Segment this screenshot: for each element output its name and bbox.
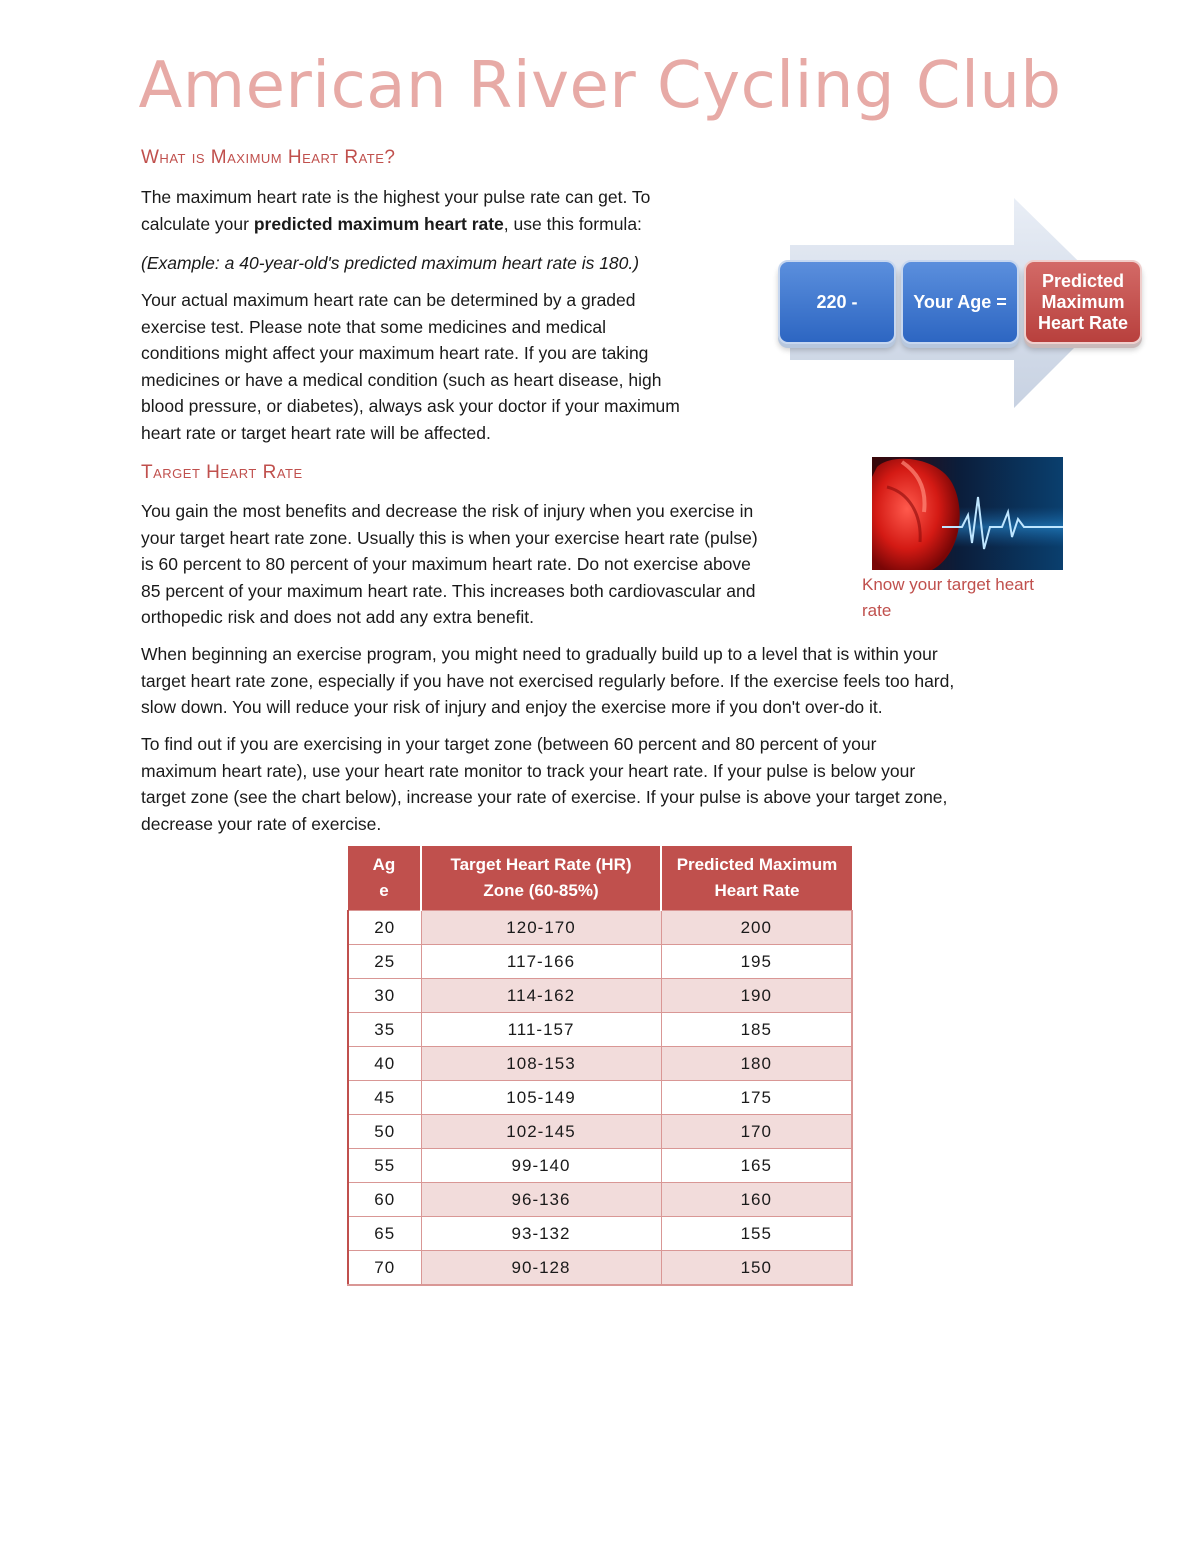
header-age: Ag e	[348, 846, 421, 911]
formula-box-predicted-max: Predicted Maximum Heart Rate	[1024, 260, 1142, 344]
cell-age: 45	[348, 1081, 421, 1115]
intro-line-1: The maximum heart rate is the highest your pulse rate can get. To	[141, 187, 651, 207]
table-row	[348, 911, 852, 945]
header-predicted-max: Predicted Maximum Heart Rate	[661, 846, 852, 911]
table-row	[348, 1081, 852, 1115]
cell-target-zone: 117-166	[421, 945, 661, 979]
document-title: American River Cycling Club	[138, 49, 1062, 123]
heart-monitor-image	[872, 457, 1063, 570]
table-header-row	[348, 846, 852, 911]
table-row	[348, 1149, 852, 1183]
intro-paragraph	[141, 184, 761, 237]
cell-predicted-max: 175	[661, 1081, 852, 1115]
cell-target-zone: 111-157	[421, 1013, 661, 1047]
example-text: (Example: a 40-year-old's predicted maximum heart rate is 180.)	[141, 253, 640, 273]
section-heading-target-heart-rate: Target Heart Rate	[141, 462, 303, 483]
cell-predicted-max: 195	[661, 945, 852, 979]
cell-target-zone: 96-136	[421, 1183, 661, 1217]
formula-term: predicted maximum heart rate	[253, 213, 504, 234]
cell-target-zone: 120-170	[421, 911, 661, 945]
table-row	[348, 1217, 852, 1251]
cell-predicted-max: 170	[661, 1115, 852, 1149]
cell-target-zone: 108-153	[421, 1047, 661, 1081]
cell-age: 60	[348, 1183, 421, 1217]
cell-age: 40	[348, 1047, 421, 1081]
formula-box-your-age: Your Age =	[901, 260, 1019, 344]
cell-predicted-max: 185	[661, 1013, 852, 1047]
find-target-zone-paragraph: To find out if you are exercising in your target zone (between 60 percent and 80 percent of your maximum heart rate), use your heart rate monitor to track your heart rate. If your pulse is below your target zone (see the chart below), increase your rate of exercise. If your pulse is above your target zone, decrease your rate of exercise.	[141, 734, 948, 834]
beginning-program-paragraph: When beginning an exercise program, you might need to gradually build up to a level that is within your target heart rate zone, especially if you have not exercised regularly before. If the exercise feels too hard, slow down. You will reduce your risk of injury and enjoy the exercise more if you don't over-do it.	[141, 644, 955, 717]
cell-target-zone: 105-149	[421, 1081, 661, 1115]
cell-predicted-max: 150	[661, 1251, 852, 1286]
cell-target-zone: 114-162	[421, 979, 661, 1013]
heart-ecg-icon	[872, 457, 1063, 570]
table-row	[348, 1183, 852, 1217]
table-row	[348, 1013, 852, 1047]
section-heading-max-heart-rate: What is Maximum Heart Rate?	[141, 147, 396, 168]
cell-target-zone: 93-132	[421, 1217, 661, 1251]
formula-diagram	[770, 190, 1150, 415]
intro-line-2: calculate your predicted maximum heart rate, use this formula:	[141, 213, 642, 234]
cell-predicted-max: 180	[661, 1047, 852, 1081]
cell-age: 25	[348, 945, 421, 979]
image-caption: Know your target heart rate	[862, 575, 1034, 620]
cell-age: 20	[348, 911, 421, 945]
cell-age: 50	[348, 1115, 421, 1149]
formula-box-220: 220 -	[778, 260, 896, 344]
cell-target-zone: 99-140	[421, 1149, 661, 1183]
cell-predicted-max: 165	[661, 1149, 852, 1183]
cell-target-zone: 90-128	[421, 1251, 661, 1286]
cell-predicted-max: 160	[661, 1183, 852, 1217]
table-row	[348, 1047, 852, 1081]
cell-age: 55	[348, 1149, 421, 1183]
cell-target-zone: 102-145	[421, 1115, 661, 1149]
cell-age: 70	[348, 1251, 421, 1286]
target-hr-paragraph: You gain the most benefits and decrease the risk of injury when you exercise in your target heart rate zone. Usually this is when your exercise heart rate (pulse) is 60 percent to 80 percent of your maximum heart rate. Do not exercise above 85 percent of your maximum heart rate. This increases both cardiovascular and orthopedic risk and does not add any extra benefit.	[141, 501, 758, 627]
max-hr-paragraph: Your actual maximum heart rate can be determined by a graded exercise test. Please note that some medicines and medical conditions might affect your maximum heart rate. If you are taking medicines or have a medical condition (such as heart disease, high blood pressure, or diabetes), always ask your doctor if your maximum heart rate or target heart rate will be affected.	[141, 290, 680, 443]
header-target-zone: Target Heart Rate (HR) Zone (60-85%)	[421, 846, 661, 911]
cell-predicted-max: 155	[661, 1217, 852, 1251]
table-row	[348, 945, 852, 979]
heart-rate-table	[347, 846, 853, 1286]
cell-age: 35	[348, 1013, 421, 1047]
table-row	[348, 1251, 852, 1286]
table-row	[348, 1115, 852, 1149]
table-row	[348, 979, 852, 1013]
cell-age: 30	[348, 979, 421, 1013]
cell-predicted-max: 190	[661, 979, 852, 1013]
cell-predicted-max: 200	[661, 911, 852, 945]
cell-age: 65	[348, 1217, 421, 1251]
